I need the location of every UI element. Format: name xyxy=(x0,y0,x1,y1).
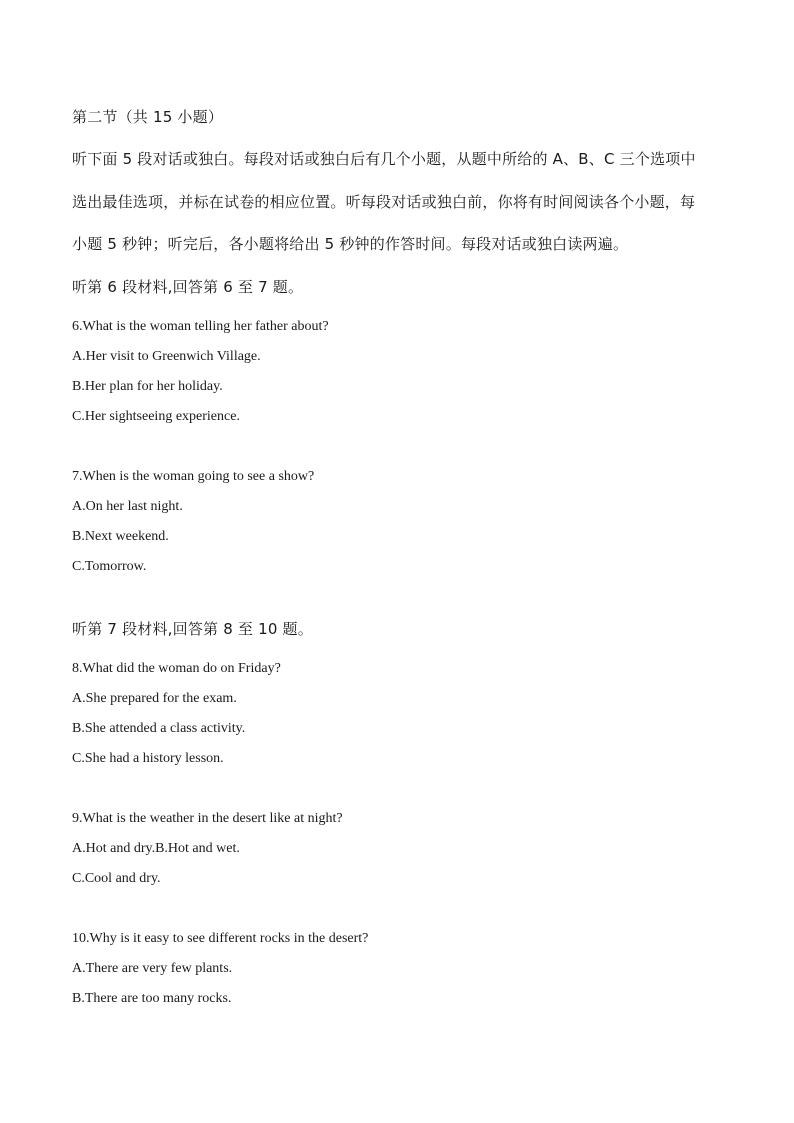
question-6-option-b: B.Her plan for her holiday. xyxy=(72,379,223,394)
group-title-7: 听第 7 段材料,回答第 8 至 10 题。 xyxy=(72,620,313,638)
question-6-option-a: A.Her visit to Greenwich Village. xyxy=(72,349,261,364)
group-title-6: 听第 6 段材料,回答第 6 至 7 题。 xyxy=(72,278,304,296)
question-8-option-c: C.She had a history lesson. xyxy=(72,751,224,766)
question-9-option-c: C.Cool and dry. xyxy=(72,871,161,886)
question-7-option-b: B.Next weekend. xyxy=(72,529,169,544)
question-6-option-c: C.Her sightseeing experience. xyxy=(72,409,240,424)
question-8-stem: 8.What did the woman do on Friday? xyxy=(72,661,281,676)
question-7-option-a: A.On her last night. xyxy=(72,499,183,514)
question-7-option-c: C.Tomorrow. xyxy=(72,559,147,574)
instructions-line-3: 小题 5 秒钟；听完后，各小题将给出 5 秒钟的作答时间。每段对话或独白读两遍。 xyxy=(72,235,629,253)
question-10-option-a: A.There are very few plants. xyxy=(72,961,233,976)
question-10-stem: 10.Why is it easy to see different rocks in the desert? xyxy=(72,931,369,946)
instructions-line-1: 听下面 5 段对话或独白。每段对话或独白后有几个小题，从题中所给的 A、B、C 三个选项中 xyxy=(72,150,696,168)
question-7-stem: 7.When is the woman going to see a show? xyxy=(72,469,315,484)
question-9-option-ab: A.Hot and dry.B.Hot and wet. xyxy=(72,841,240,856)
section-heading: 第二节（共 15 小题） xyxy=(72,108,224,126)
question-6-stem: 6.What is the woman telling her father about? xyxy=(72,319,329,334)
question-9-stem: 9.What is the weather in the desert like at night? xyxy=(72,811,343,826)
question-10-option-b: B.There are too many rocks. xyxy=(72,991,232,1006)
question-8-option-b: B.She attended a class activity. xyxy=(72,721,246,736)
question-8-option-a: A.She prepared for the exam. xyxy=(72,691,237,706)
instructions-line-2: 选出最佳选项，并标在试卷的相应位置。听每段对话或独白前，你将有时间阅读各个小题，每 xyxy=(72,193,696,211)
